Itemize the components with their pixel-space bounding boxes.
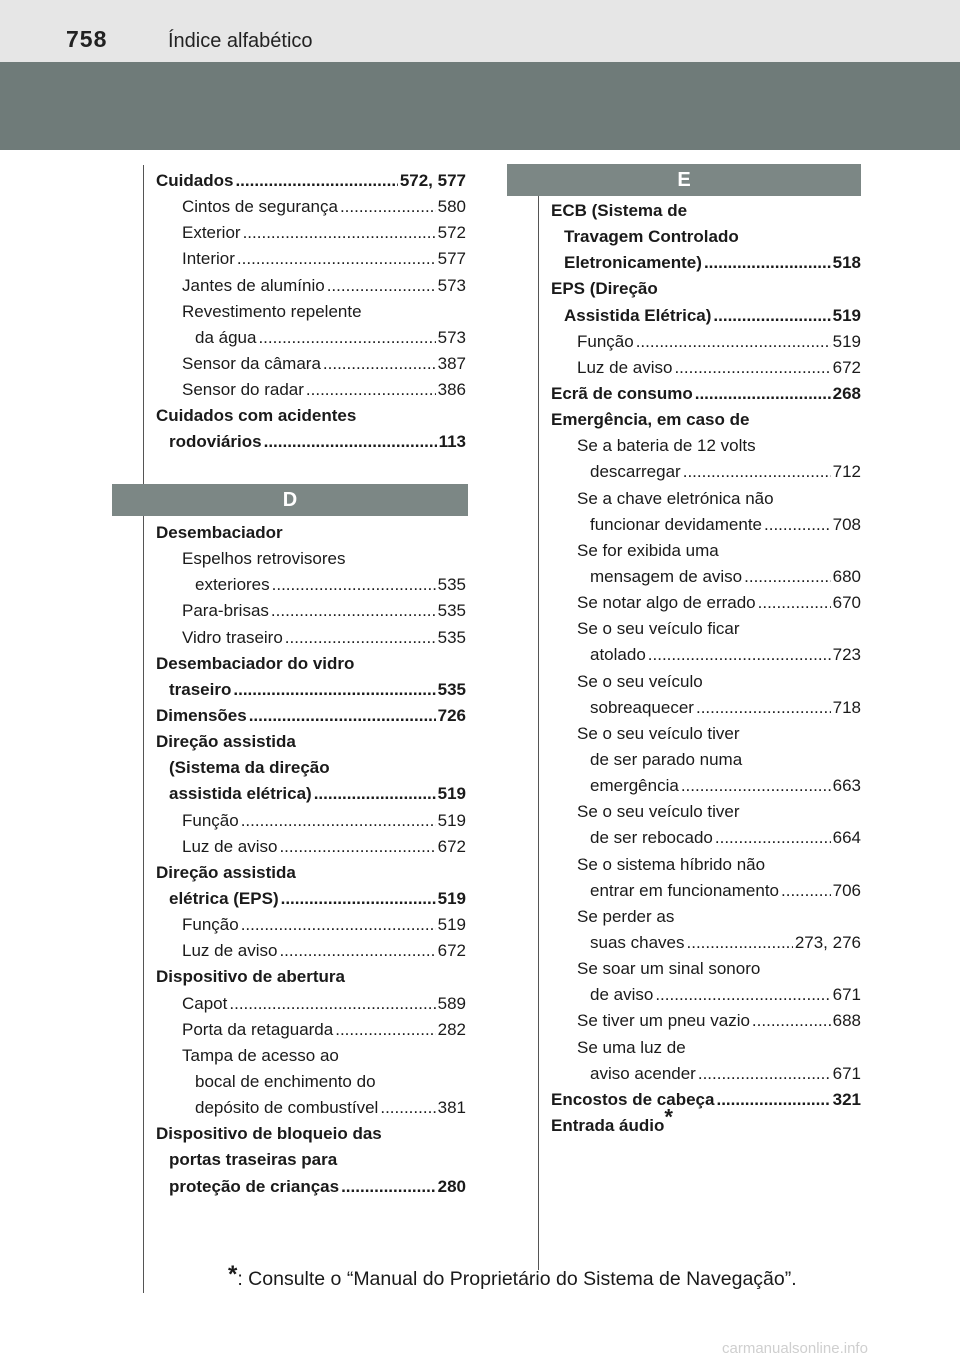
index-entry (551, 250, 861, 276)
index-entry-label: de ser parado numa (590, 749, 743, 769)
page-title: Índice alfabético (168, 30, 313, 52)
index-entry (156, 1095, 466, 1121)
index-entry-label: (Sistema da direção (169, 758, 330, 778)
index-entry-page: 573 (437, 327, 466, 347)
index-entry (156, 194, 466, 220)
index-entry-label: Função (182, 915, 239, 935)
page-header (0, 0, 960, 62)
index-entry-page: 381 (437, 1098, 466, 1118)
dot-leader (758, 590, 831, 616)
index-entry (551, 407, 861, 433)
index-entry-label: suas chaves (590, 932, 685, 952)
index-entry (551, 459, 861, 485)
index-entry-label: Se perder as (577, 906, 675, 926)
dot-leader (698, 1061, 831, 1087)
index-entry-page: 664 (832, 828, 861, 848)
index-entry (156, 572, 466, 598)
index-entry-label: Travagem Controlado (564, 227, 739, 247)
index-entry (551, 1061, 861, 1087)
index-entry-page: 535 (437, 627, 466, 647)
dot-leader (249, 703, 436, 729)
section-heading-d: D (112, 484, 468, 516)
index-entry-label: Cuidados com acidentes (156, 406, 357, 426)
index-entry (156, 781, 466, 807)
index-entry (156, 808, 466, 834)
index-entry (156, 246, 466, 272)
dot-leader (258, 325, 435, 351)
index-entry-label: Desembaciador do vidro (156, 653, 355, 673)
footnote-text: : Consulte o “Manual do Proprietário do Sistema de Navegação”. (237, 1268, 797, 1290)
index-entry (156, 1121, 466, 1147)
dot-leader (237, 246, 436, 272)
dot-leader (380, 1095, 435, 1121)
index-entry (551, 904, 861, 930)
index-entry (551, 433, 861, 459)
dot-leader (243, 220, 436, 246)
index-entry-page: 706 (832, 880, 861, 900)
dot-leader (704, 250, 831, 276)
index-entry-page: 589 (437, 993, 466, 1013)
index-entry-label: exteriores (195, 575, 270, 595)
index-entry-page: 321 (832, 1089, 861, 1109)
index-section-e (551, 198, 861, 1139)
index-entry-label: funcionar devidamente (590, 514, 763, 534)
index-entry-page: 519 (437, 915, 466, 935)
index-entry-label: Entrada áudio* (551, 1104, 673, 1135)
dot-leader (715, 825, 831, 851)
index-entry-page: 672 (437, 941, 466, 961)
index-entry (156, 729, 466, 755)
footnote-marker: * (228, 1261, 238, 1288)
index-entry (551, 852, 861, 878)
index-entry (551, 747, 861, 773)
index-entry-page: 670 (832, 593, 861, 613)
index-entry-page: 577 (437, 249, 466, 269)
dot-leader (314, 781, 436, 807)
index-entry-label: Se o seu veículo (577, 671, 703, 691)
index-entry-page: 580 (437, 197, 466, 217)
index-entry-label: Encostos de cabeça (551, 1089, 715, 1109)
index-entry (156, 677, 466, 703)
index-entry-label: Se o seu veículo ficar (577, 619, 740, 639)
dot-leader (271, 598, 436, 624)
index-entry-label: Direção assistida (156, 862, 296, 882)
index-entry-label: Dispositivo de abertura (156, 967, 345, 987)
index-entry-label: Dimensões (156, 705, 247, 725)
index-entry (551, 825, 861, 851)
index-entry (551, 956, 861, 982)
index-entry (156, 403, 466, 429)
dot-leader (696, 695, 831, 721)
dot-leader (752, 1008, 831, 1034)
index-entry (156, 273, 466, 299)
index-section-d (156, 520, 466, 1200)
index-entry (551, 1087, 861, 1113)
index-entry-page: 718 (832, 697, 861, 717)
index-entry (156, 546, 466, 572)
index-entry (156, 964, 466, 990)
index-entry-page: 708 (832, 514, 861, 534)
index-entry-page: 386 (437, 380, 466, 400)
index-entry-label: elétrica (EPS) (169, 888, 279, 908)
index-entry (156, 912, 466, 938)
column-divider-left (143, 165, 144, 1293)
index-entry-label: ECB (Sistema de (551, 201, 688, 220)
dot-leader (744, 564, 830, 590)
dot-leader (655, 982, 830, 1008)
index-entry-label: assistida elétrica) (169, 784, 312, 804)
index-entry-label: atolado (590, 645, 646, 665)
index-entry (551, 329, 861, 355)
index-entry-label: Capot (182, 993, 228, 1013)
dot-leader (683, 459, 831, 485)
index-entry-page: 518 (832, 253, 861, 273)
index-entry (551, 590, 861, 616)
index-entry-page: 273, 276 (794, 932, 861, 952)
column-divider-middle (538, 165, 539, 1270)
index-entry-page: 671 (832, 1063, 861, 1083)
index-entry (551, 878, 861, 904)
index-entry-label: Cuidados (156, 171, 234, 190)
index-entry-label: Tampa de acesso ao (182, 1045, 339, 1065)
index-entry (156, 1147, 466, 1173)
dot-leader (306, 377, 436, 403)
index-entry-page: 671 (832, 985, 861, 1005)
dot-leader (233, 677, 435, 703)
index-entry-label: sobreaquecer (590, 697, 694, 717)
index-entry-page: 519 (437, 888, 466, 908)
index-entry (156, 429, 466, 455)
index-entry-label: descarregar (590, 462, 681, 482)
dot-leader (235, 168, 397, 194)
index-entry-page: 519 (437, 784, 466, 804)
index-entry (156, 938, 466, 964)
dot-leader (781, 878, 831, 904)
index-entry (156, 860, 466, 886)
index-entry-label: Se a bateria de 12 volts (577, 436, 756, 456)
index-entry (156, 625, 466, 651)
index-entry-label: Se soar um sinal sonoro (577, 959, 761, 979)
index-entry (551, 695, 861, 721)
index-entry-label: depósito de combustível (195, 1098, 379, 1118)
index-entry-page: 688 (832, 1011, 861, 1031)
index-entry-label: Se a chave eletrónica não (577, 488, 774, 508)
index-entry-label: Dispositivo de bloqueio das (156, 1124, 382, 1144)
index-entry-page: 712 (832, 462, 861, 482)
index-entry-page: 535 (437, 601, 466, 621)
index-entry-page: 535 (437, 679, 466, 699)
index-entry (156, 351, 466, 377)
dot-leader (264, 429, 437, 455)
index-entry-label: Se o sistema híbrido não (577, 854, 766, 874)
index-entry (551, 486, 861, 512)
index-entry-label: Espelhos retrovisores (182, 549, 346, 569)
index-entry-label: Desembaciador (156, 523, 283, 542)
index-entry-label: Luz de aviso (182, 836, 278, 856)
index-entry-label: bocal de enchimento do (195, 1071, 376, 1091)
index-entry (156, 299, 466, 325)
index-entry-page: 282 (437, 1019, 466, 1039)
index-entry (156, 168, 466, 194)
index-entry-page: 680 (832, 566, 861, 586)
index-entry (551, 512, 861, 538)
index-entry (156, 755, 466, 781)
dot-leader (323, 351, 436, 377)
index-entry (551, 276, 861, 302)
index-entry (551, 355, 861, 381)
footnote-ref-marker: * (664, 1104, 673, 1130)
dot-leader (636, 329, 831, 355)
index-entry-label: Se o seu veículo tiver (577, 802, 740, 822)
index-entry (156, 703, 466, 729)
index-entry-page: 572 (437, 223, 466, 243)
dot-leader (681, 773, 831, 799)
index-entry-label: emergência (590, 776, 679, 796)
index-entry-label: Se notar algo de errado (577, 593, 756, 613)
index-entry-label: proteção de crianças (169, 1176, 340, 1196)
section-heading-e: E (507, 164, 861, 196)
index-entry-page: 519 (832, 331, 861, 351)
index-entry-label: de ser rebocado (590, 828, 713, 848)
index-entry (156, 834, 466, 860)
index-entry-label: Exterior (182, 223, 241, 243)
index-entry-label: traseiro (169, 679, 232, 699)
index-entry-page: 672 (832, 357, 861, 377)
index-entry-page: 723 (832, 645, 861, 665)
index-entry-label: Ecrã de consumo (551, 383, 693, 403)
dot-leader (272, 572, 436, 598)
index-entry (156, 1017, 466, 1043)
index-entry-label: Função (182, 810, 239, 830)
index-entry-page: 113 (438, 432, 466, 452)
index-entry-label: Sensor do radar (182, 380, 304, 400)
index-entry-label: Porta da retaguarda (182, 1019, 334, 1039)
index-entry-page: 573 (437, 275, 466, 295)
header-banner (0, 62, 960, 150)
index-entry (156, 1174, 466, 1200)
dot-leader (229, 991, 435, 1017)
index-entry-label: Vidro traseiro (182, 627, 283, 647)
dot-leader (285, 625, 436, 651)
index-entry-label: Se for exibida uma (577, 540, 719, 560)
index-entry-label: rodoviários (169, 432, 262, 452)
index-entry-label: da água (195, 327, 257, 347)
index-entry (156, 598, 466, 624)
dot-leader (340, 194, 436, 220)
dot-leader (648, 642, 831, 668)
index-entry (551, 799, 861, 825)
index-entry (551, 564, 861, 590)
index-entry (156, 886, 466, 912)
index-entry-page: 519 (832, 305, 861, 325)
index-entry (551, 642, 861, 668)
index-entry (551, 669, 861, 695)
index-entry-label: Direção assistida (156, 732, 296, 752)
dot-leader (327, 273, 436, 299)
index-entry (156, 520, 466, 546)
index-entry-page: 535 (437, 575, 466, 595)
index-entry (551, 1008, 861, 1034)
dot-leader (713, 303, 830, 329)
index-entry-page: 672 (437, 836, 466, 856)
index-entry (156, 1043, 466, 1069)
index-entry (551, 538, 861, 564)
index-entry (551, 303, 861, 329)
index-entry-label: Função (577, 331, 634, 351)
index-entry-label: Se tiver um pneu vazio (577, 1011, 750, 1031)
dot-leader (279, 938, 435, 964)
watermark: carmanualsonline.info (722, 1340, 868, 1357)
index-entry (156, 325, 466, 351)
dot-leader (281, 886, 436, 912)
index-entry-label: Para-brisas (182, 601, 269, 621)
index-entry-label: Se o seu veículo tiver (577, 723, 740, 743)
dot-leader (687, 930, 793, 956)
dot-leader (341, 1174, 436, 1200)
index-entry (156, 220, 466, 246)
index-entry-label: Revestimento repelente (182, 301, 362, 321)
index-entry (551, 1104, 861, 1139)
index-entry (156, 651, 466, 677)
dot-leader (674, 355, 830, 381)
index-entry-label: entrar em funcionamento (590, 880, 779, 900)
dot-leader (716, 1087, 830, 1113)
index-entry-label: EPS (Direção (551, 279, 658, 299)
index-entry-label: Se uma luz de (577, 1037, 686, 1057)
index-entry-label: de aviso (590, 985, 654, 1005)
index-entry-label: Cintos de segurança (182, 197, 338, 217)
index-entry (551, 198, 861, 224)
index-entry-label: Assistida Elétrica) (564, 305, 712, 325)
index-entry (551, 616, 861, 642)
dot-leader (279, 834, 435, 860)
index-entry-label: mensagem de aviso (590, 566, 743, 586)
index-entry (156, 1069, 466, 1095)
index-entry (551, 930, 861, 956)
index-column-left-top (156, 168, 466, 456)
index-entry (551, 381, 861, 407)
index-entry-label: Emergência, em caso de (551, 410, 750, 430)
index-entry-label: aviso acender (590, 1063, 696, 1083)
page-number: 758 (66, 26, 108, 52)
index-entry-label: Interior (182, 249, 235, 269)
index-entry-page: 387 (437, 353, 466, 373)
index-entry-label: Sensor da câmara (182, 353, 321, 373)
index-entry-label: Luz de aviso (182, 941, 278, 961)
index-entry-page: 572, 577 (399, 171, 466, 190)
index-entry (551, 982, 861, 1008)
dot-leader (241, 912, 436, 938)
dot-leader (695, 381, 831, 407)
dot-leader (335, 1017, 435, 1043)
footnote (228, 1261, 797, 1291)
dot-leader (764, 512, 831, 538)
index-entry-page: 726 (437, 705, 466, 725)
index-entry (156, 991, 466, 1017)
index-entry-label: Jantes de alumínio (182, 275, 325, 295)
index-entry (551, 773, 861, 799)
index-entry-label: Luz de aviso (577, 357, 673, 377)
index-entry-page: 663 (832, 776, 861, 796)
index-entry (551, 1035, 861, 1061)
dot-leader (241, 808, 436, 834)
index-entry-page: 519 (437, 810, 466, 830)
index-entry (551, 721, 861, 747)
index-entry-label: portas traseiras para (169, 1150, 338, 1170)
index-entry-page: 280 (437, 1176, 466, 1196)
index-entry-page: 268 (832, 383, 861, 403)
index-entry-label: Eletronicamente) (564, 253, 702, 273)
index-entry (156, 377, 466, 403)
index-entry (551, 224, 861, 250)
